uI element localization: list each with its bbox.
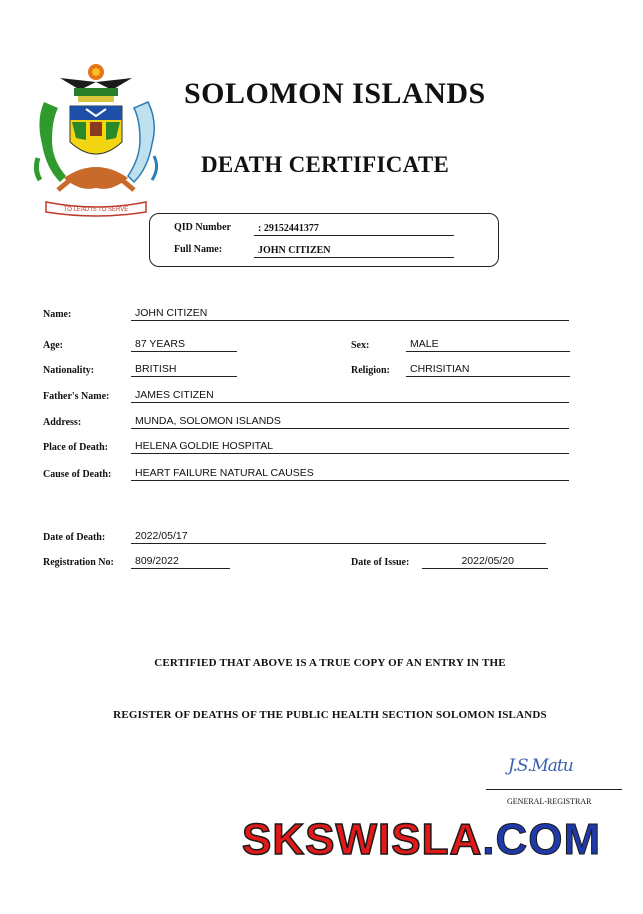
date-of-issue-value: 2022/05/20	[422, 555, 548, 569]
religion-label: Religion:	[351, 365, 390, 376]
address-value: MUNDA, SOLOMON ISLANDS	[131, 415, 569, 429]
coat-of-arms-icon	[30, 60, 162, 218]
qid-value: : 29152441377	[254, 222, 454, 236]
fullname-value: JOHN CITIZEN	[254, 244, 454, 258]
sex-label: Sex:	[351, 340, 370, 351]
registration-no-label: Registration No:	[43, 557, 114, 568]
coat-of-arms	[30, 60, 162, 218]
date-of-issue-label: Date of Issue:	[351, 557, 410, 568]
nationality-label: Nationality:	[43, 365, 95, 376]
date-of-death-label: Date of Death:	[43, 532, 106, 543]
religion-value: CHRISITIAN	[406, 363, 570, 377]
age-label: Age:	[43, 340, 63, 351]
certification-line-2: REGISTER OF DEATHS OF THE PUBLIC HEALTH SECTION SOLOMON ISLANDS	[113, 709, 547, 721]
name-value: JOHN CITIZEN	[131, 307, 569, 321]
cause-of-death-label: Cause of Death:	[43, 469, 112, 480]
watermark-suffix: .COM	[482, 815, 602, 864]
certification-line-1: CERTIFIED THAT ABOVE IS A TRUE COPY OF AN ENTRY IN THE	[154, 657, 506, 669]
document-title: DEATH CERTIFICATE	[201, 152, 450, 177]
signature-text: J.S.Matu	[508, 756, 573, 776]
sex-value: MALE	[406, 338, 570, 352]
address-label: Address:	[43, 417, 82, 428]
country-title: SOLOMON ISLANDS	[184, 77, 486, 110]
place-of-death-value: HELENA GOLDIE HOSPITAL	[131, 440, 569, 454]
watermark-main: SKSWISLA	[242, 815, 483, 864]
signature	[508, 756, 598, 786]
age-value: 87 YEARS	[131, 338, 237, 352]
registrar-title: GENERAL-REGISTRAR	[507, 797, 592, 806]
qid-label: QID Number	[174, 222, 231, 233]
signature-line	[486, 789, 622, 790]
name-label: Name:	[43, 309, 72, 320]
nationality-value: BRITISH	[131, 363, 237, 377]
watermark	[242, 815, 601, 865]
father-value: JAMES CITIZEN	[131, 389, 569, 403]
father-label: Father's Name:	[43, 391, 110, 402]
fullname-label: Full Name:	[174, 244, 223, 255]
date-of-death-value: 2022/05/17	[131, 530, 546, 544]
place-of-death-label: Place of Death:	[43, 442, 108, 453]
registration-no-value: 809/2022	[131, 555, 230, 569]
emblem-motto: TO LEAD IS TO SERVE	[63, 207, 129, 213]
cause-of-death-value: HEART FAILURE NATURAL CAUSES	[131, 467, 569, 481]
